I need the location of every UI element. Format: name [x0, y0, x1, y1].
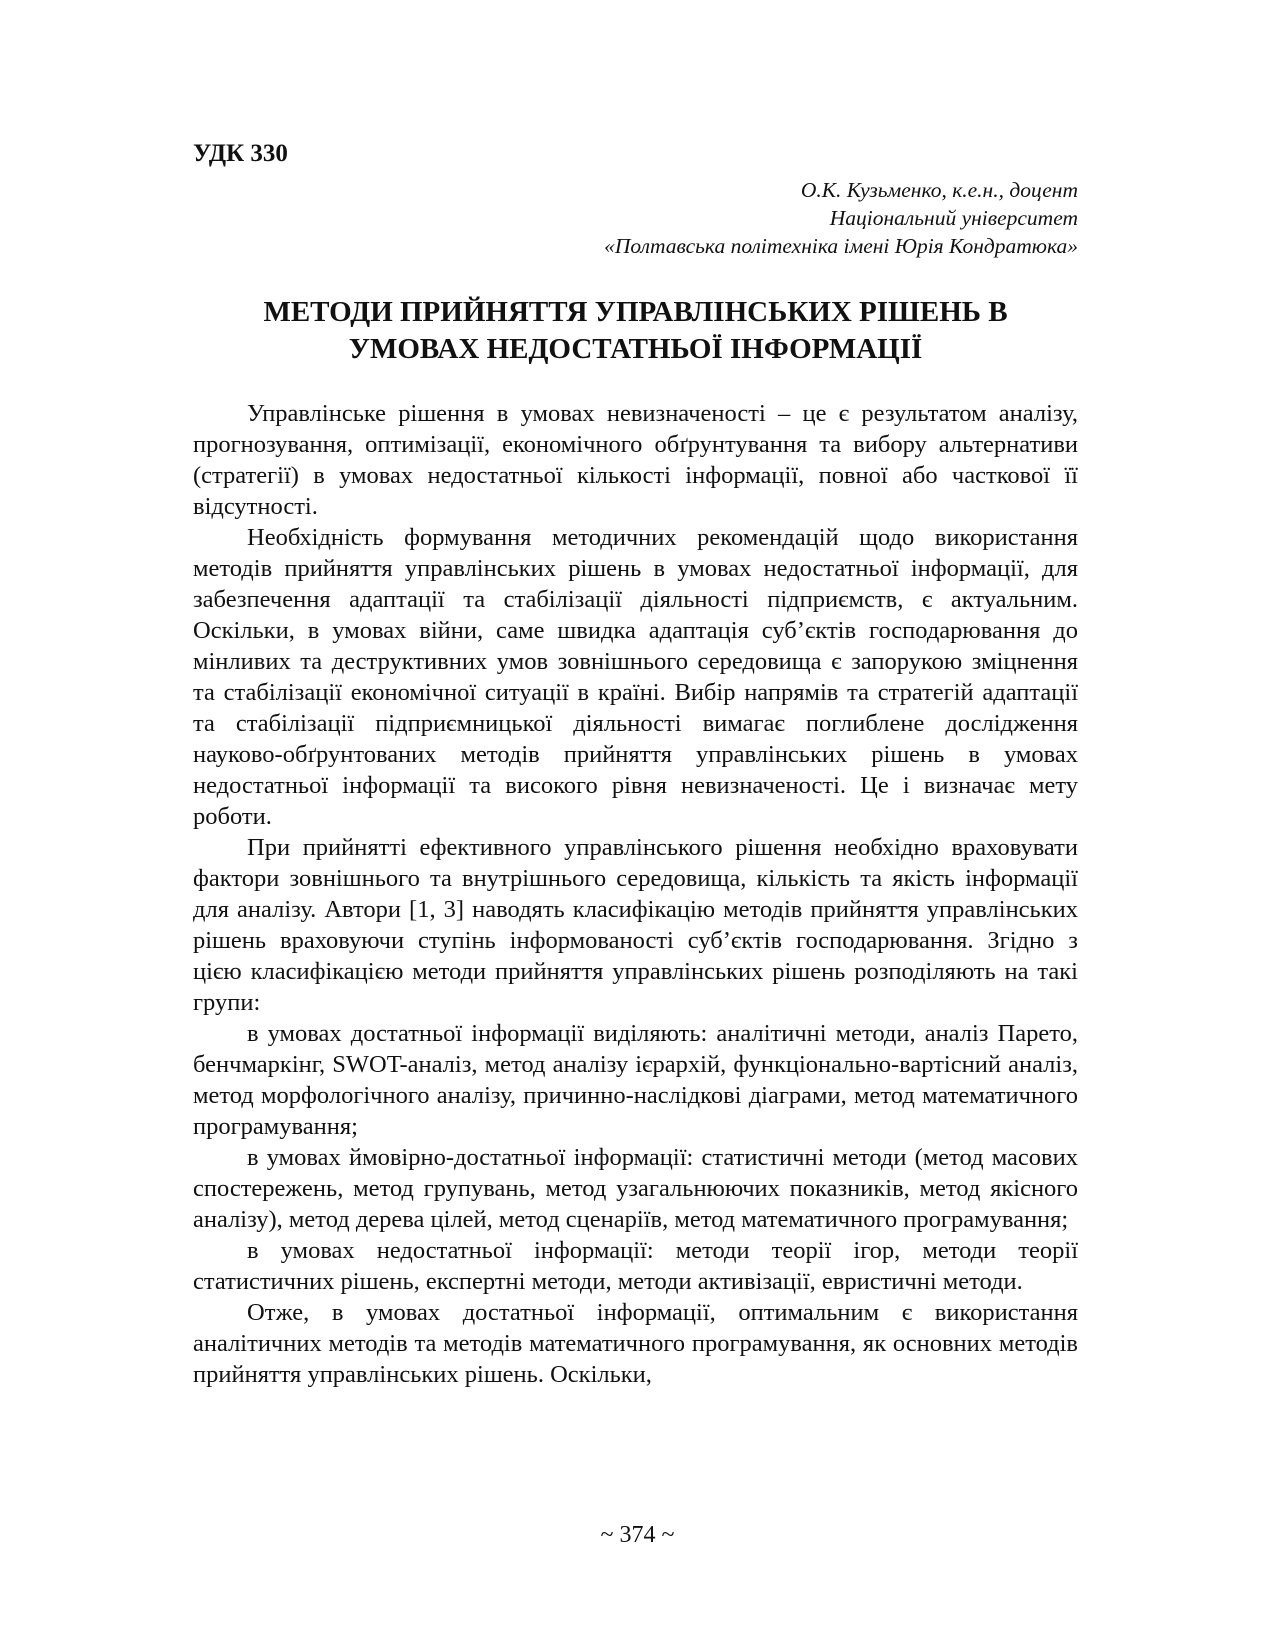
article-body	[193, 398, 1078, 1390]
page-content	[193, 138, 1078, 1390]
paragraph-classification: При прийнятті ефективного управлінського рішення необхідно враховувати фактори зовнішнього та внутрішнього середовища, кількість та якість інформації для аналізу. Автори [1, 3] наводять класифікацію методів прийняття управлінських рішень враховуючи ступінь інформованості суб’єктів господарювання. Згідно з цією класифікацією методи прийняття управлінських рішень розподіляють на такі групи:	[193, 834, 1078, 1016]
author-institution: «Полтавська політехніка імені Юрія Кондратюка»	[604, 234, 1078, 258]
udc-code: УДК 330	[193, 140, 288, 167]
author-block	[193, 176, 1078, 260]
paragraph-probable-info: в умовах ймовірно-достатньої інформації: статистичні методи (метод масових спостережень, метод групувань, метод узагальнюючих показників, метод якісного аналізу), метод дерева цілей, метод сценаріїв, метод математичного програмування;	[193, 1144, 1078, 1233]
author-name: О.К. Кузьменко, к.е.н., доцент	[800, 178, 1078, 202]
title-line-2: УМОВАХ НЕДОСТАТНЬОЇ ІНФОРМАЦІЇ	[348, 333, 923, 365]
paragraph-intro: Управлінське рішення в умовах невизначеності – це є результатом аналізу, прогнозування, оптимізації, економічного обґрунтування та вибору альтернативи (стратегії) в умовах недостатньої кількості інформації, повної або часткової її відсутності.	[193, 400, 1078, 520]
title-line-1: МЕТОДИ ПРИЙНЯТТЯ УПРАВЛІНСЬКИХ РІШЕНЬ В	[263, 296, 1008, 328]
paragraph-relevance: Необхідність формування методичних рекомендацій щодо використання методів прийняття управлінських рішень в умовах недостатньої інформації, для забезпечення адаптації та стабілізації діяльності підприємств, є актуальним. Оскільки, в умовах війни, саме швидка адаптація суб’єктів господарювання до мінливих та деструктивних умов зовнішнього середовища є запорукою зміцнення та стабілізації економічної ситуації в країні. Вибір напрямів та стратегій адаптації та стабілізації підприємницької діяльності вимагає поглиблене дослідження науково-обґрунтованих методів прийняття управлінських рішень в умовах недостатньої інформації та високого рівня невизначеності. Це і визначає мету роботи.	[193, 524, 1078, 830]
article-title	[193, 294, 1078, 368]
paragraph-insufficient-info: в умовах недостатньої інформації: методи теорії ігор, методи теорії статистичних рішень, експертні методи, методи активізації, евристичні методи.	[193, 1237, 1078, 1295]
page-number: ~ 374 ~	[600, 1522, 675, 1548]
author-affiliation: Національний університет	[829, 206, 1078, 230]
paragraph-sufficient-info: в умовах достатньої інформації виділяють: аналітичні методи, аналіз Парето, бенчмаркінг, SWOT-аналіз, метод аналізу ієрархій, функціонально-вартісний аналіз, метод морфологічного аналізу, причинно-наслідкові діаграми, метод математичного програмування;	[193, 1020, 1078, 1140]
paragraph-conclusion: Отже, в умовах достатньої інформації, оптимальним є використання аналітичних методів та методів математичного програмування, як основних методів прийняття управлінських рішень. Оскільки,	[193, 1299, 1078, 1388]
